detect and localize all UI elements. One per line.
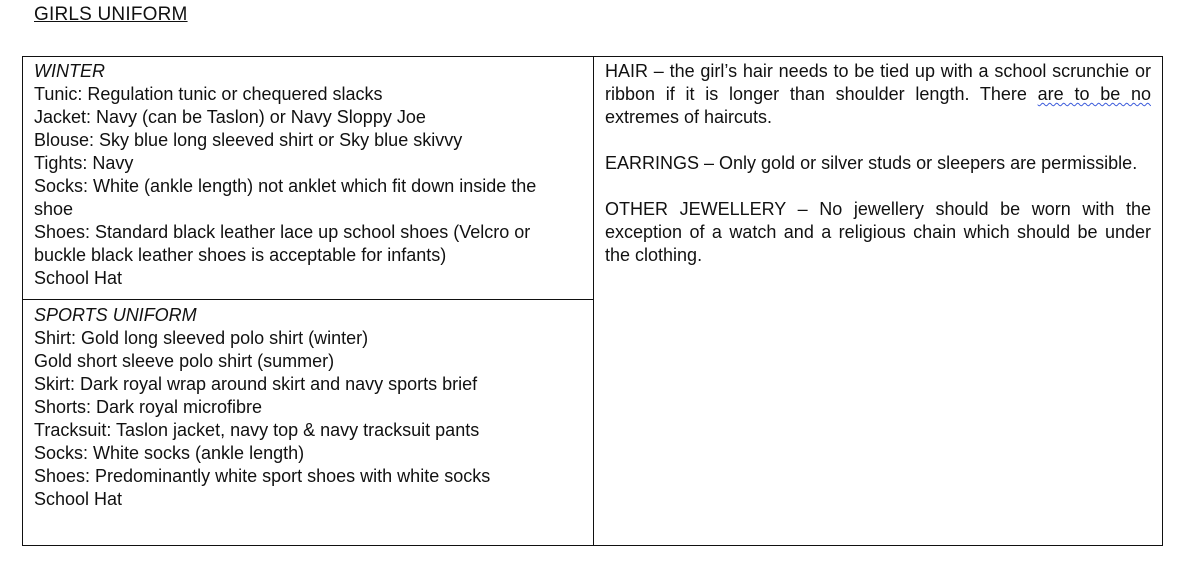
sports-item: Shorts: Dark royal microfibre: [34, 397, 263, 417]
winter-item: buckle black leather shoes is acceptable for infants): [34, 245, 447, 265]
earrings-rule: EARRINGS – Only gold or silver studs or sleepers are permissible.: [605, 153, 1138, 173]
uniform-table: [22, 56, 1163, 546]
winter-item: Jacket: Navy (can be Taslon) or Navy Sloppy Joe: [34, 107, 426, 127]
winter-item: Blouse: Sky blue long sleeved shirt or Sky blue skivvy: [34, 130, 463, 150]
hair-rule: [605, 60, 1151, 129]
hair-rule-text-end: extremes of haircuts.: [605, 107, 773, 127]
sports-item: Shirt: Gold long sleeved polo shirt (winter): [34, 328, 369, 348]
jewellery-rule: OTHER JEWELLERY – No jewellery should be worn with the exception of a watch and a religious chain which should be under the clothing.: [605, 199, 1151, 265]
left-column: [23, 57, 594, 545]
winter-heading: WINTER: [34, 61, 105, 81]
rules-column: [594, 57, 1162, 545]
sports-item: Tracksuit: Taslon jacket, navy top & navy tracksuit pants: [34, 420, 480, 440]
sports-item: Skirt: Dark royal wrap around skirt and navy sports brief: [34, 374, 478, 394]
winter-item: School Hat: [34, 268, 123, 288]
sports-uniform-cell: [23, 300, 593, 545]
winter-item: shoe: [34, 199, 74, 219]
winter-item: Socks: White (ankle length) not anklet which fit down inside the: [34, 176, 537, 196]
sports-item: Shoes: Predominantly white sport shoes with white socks: [34, 466, 491, 486]
hair-rule-text: HAIR – the girl’s hair needs to be tied up with a school scrunchie or ribbon if it is longer than shoulder length. There: [605, 61, 1151, 104]
winter-item: Tunic: Regulation tunic or chequered slacks: [34, 84, 383, 104]
winter-item: Tights: Navy: [34, 153, 134, 173]
winter-item: Shoes: Standard black leather lace up school shoes (Velcro or: [34, 222, 531, 242]
sports-item: School Hat: [34, 489, 123, 509]
sports-item: Gold short sleeve polo shirt (summer): [34, 351, 335, 371]
page-title: GIRLS UNIFORM: [34, 4, 188, 25]
spellcheck-underlined-phrase: are to be no: [1037, 84, 1151, 104]
winter-uniform-cell: [23, 57, 593, 300]
sports-item: Socks: White socks (ankle length): [34, 443, 305, 463]
sports-heading: SPORTS UNIFORM: [34, 305, 197, 325]
